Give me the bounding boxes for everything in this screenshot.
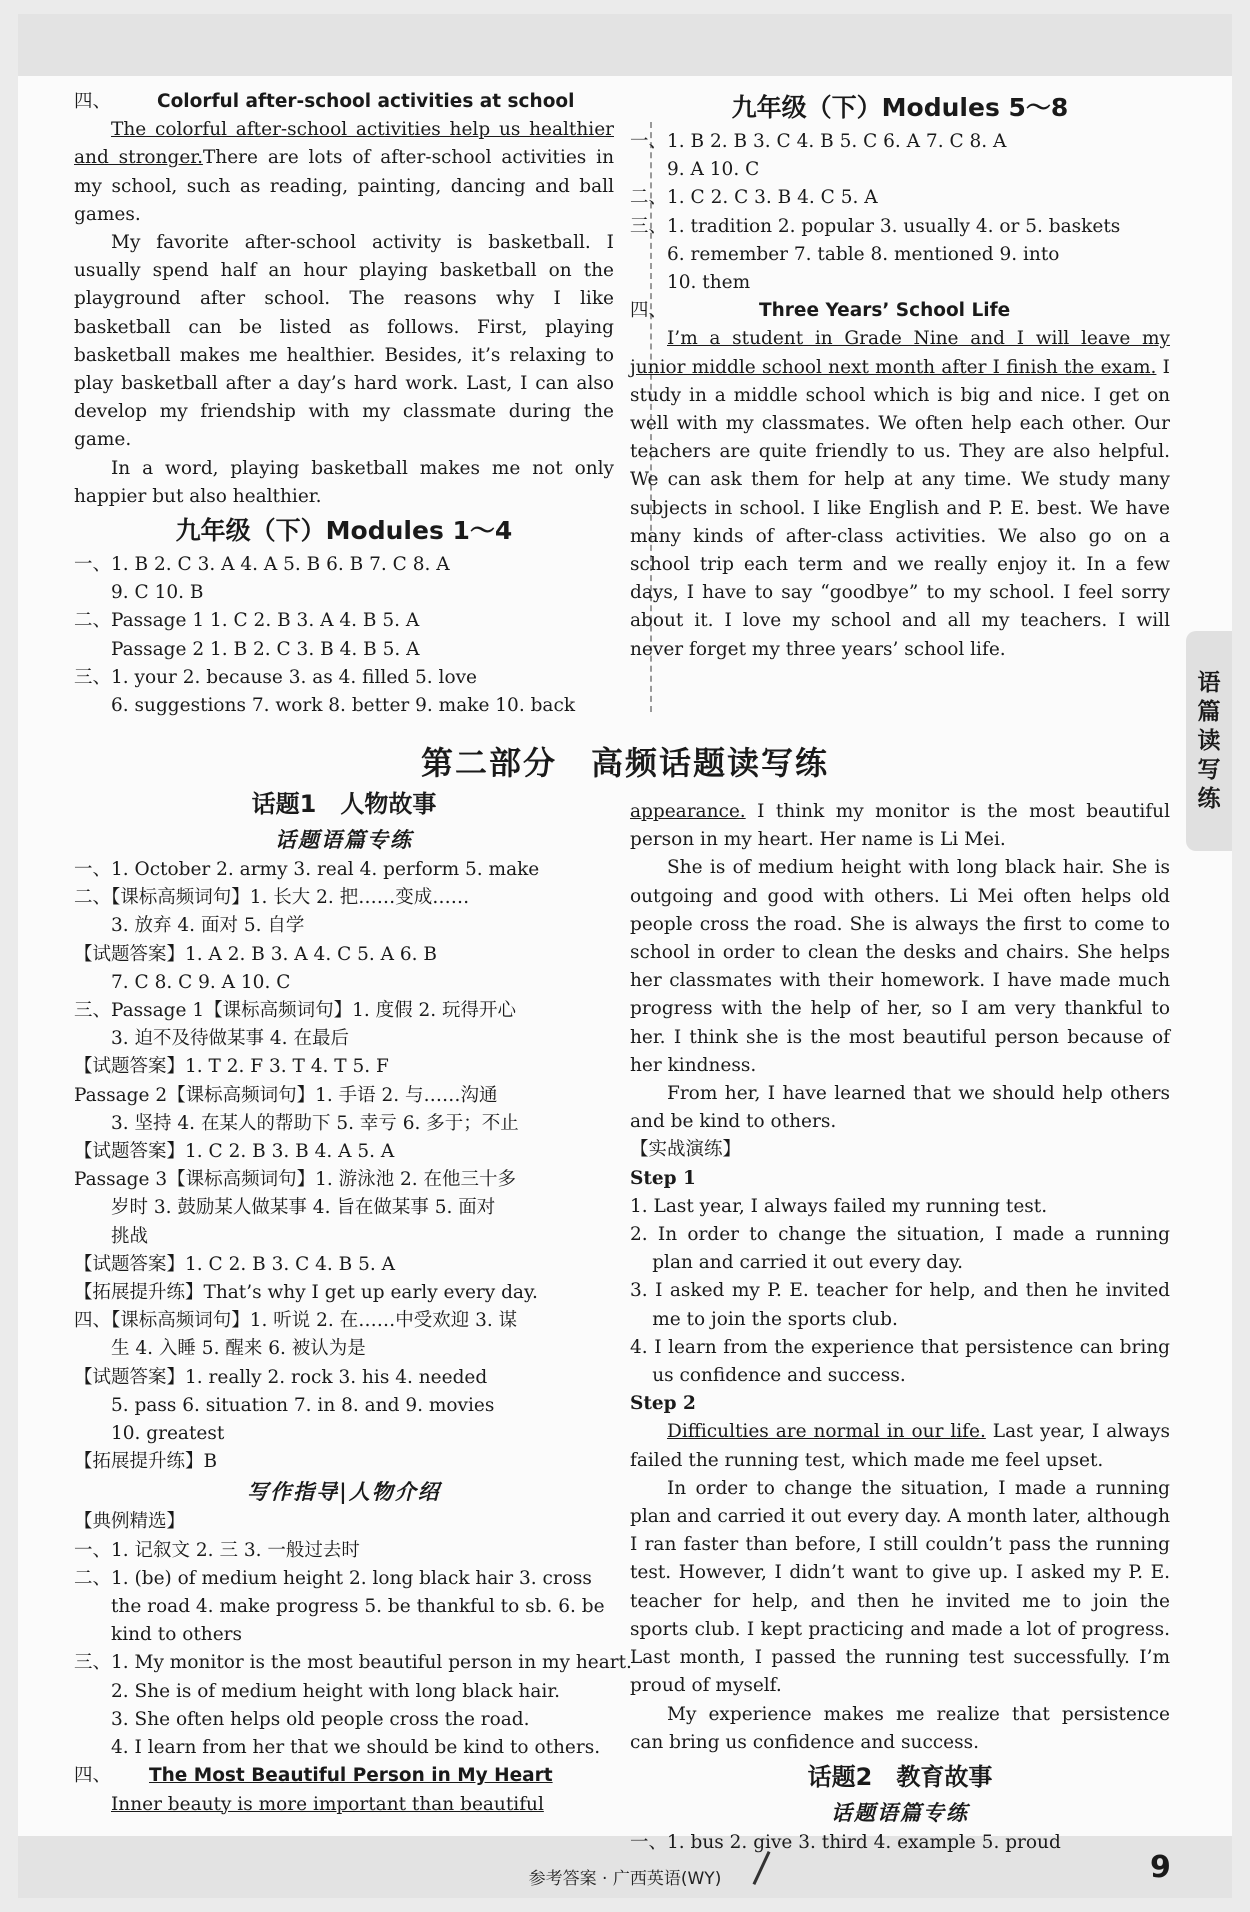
topic-heading: 话题1 人物故事 [251,790,437,818]
answer-line: 一、1. 记叙文 2. 三 3. 一般过去时 [74,1539,360,1561]
answer-line: Passage 3【课标高频词句】1. 游泳池 2. 在他三十多 [74,1169,517,1191]
answer-line: 6. suggestions 7. work 8. better 9. make 10. back [111,695,576,717]
answer-line: 【试题答案】1. A 2. B 3. A 4. C 5. A 6. B [74,943,438,965]
side-tab-label: 语篇读写练 [1197,670,1221,812]
answer-line: 9. A 10. C [667,159,760,181]
answer-line: the road 4. make progress 5. be thankful to sb. 6. be [111,1596,605,1618]
answer-line: 【试题答案】1. T 2. F 3. T 4. T 5. F [74,1056,389,1078]
essay-paragraph: In a word, playing basketball makes me not only happier but also healthier. [74,457,614,507]
answer-line: 一、1. bus 2. give 3. third 4. example 5. proud [630,1831,1061,1853]
paragraph-text: I think my monitor is the most beautiful person in my heart. Her name is Li Mei. [630,801,1170,851]
topic-subheading: 话题语篇专练 [275,827,413,852]
topic-heading: 话题2 教育故事 [807,1762,993,1791]
answer-line: 9. C 10. B [111,582,204,604]
answer-line: 【试题答案】1. C 2. B 3. B 4. A 5. A [74,1141,395,1163]
answer-line: 【拓展提升练】That’s why I get up early every day. [74,1282,538,1304]
answer-line: 三、Passage 1【课标高频词句】1. 度假 2. 玩得开心 [74,1000,517,1022]
answer-line: 一、1. October 2. army 3. real 4. perform 5. make [74,859,540,880]
answer-line: 【试题答案】1. really 2. rock 3. his 4. needed [74,1366,488,1388]
underlined-sentence: I’m a student in Grade Nine and I will leave my junior middle school next month after I finish the exam. [630,328,1170,378]
right-top-column [630,88,1170,664]
footer: 参考答案 · 广西英语(WY) [528,1869,722,1889]
page-number: 9 [1150,1850,1171,1885]
section-label: 四、 [74,91,112,112]
answer-line: 岁时 3. 鼓励某人做某事 4. 旨在做某事 5. 面对 [111,1197,496,1219]
step-item: 1. Last year, I always failed my running test. [630,1195,1048,1217]
essay-paragraph: My experience makes me realize that persistence can bring us confidence and success. [630,1703,1170,1753]
answer-line: 一、1. B 2. B 3. C 4. B 5. C 6. A 7. C 8. A [630,131,1007,152]
answer-line: 10. them [667,272,751,294]
top-band [18,14,1232,76]
essay-paragraph [74,116,614,229]
essay-paragraph [630,798,1170,854]
answer-line: Passage 2【课标高频词句】1. 手语 2. 与……沟通 [74,1084,498,1106]
answer-line: 二、1. C 2. C 3. B 4. C 5. A [630,187,878,209]
part-heading: 第二部分 高频话题读写练 [420,744,829,782]
answer-line: 四、【课标高频词句】1. 听说 2. 在……中受欢迎 3. 谋 [74,1310,518,1332]
essay-paragraph [630,325,1170,663]
writing-heading: 写作指导|人物介绍 [247,1479,441,1505]
step-label: Step 2 [630,1393,696,1415]
answer-line: 三、1. My monitor is the most beautiful person in my heart. [74,1652,632,1674]
essay-paragraph [630,1418,1170,1474]
essay-title: Three Years’ School Life [759,300,1011,322]
answer-line: 【试题答案】1. C 2. B 3. C 4. B 5. A [74,1253,396,1275]
answer-line: 二、Passage 1 1. C 2. B 3. A 4. B 5. A [74,610,420,632]
essay-paragraph: She is of medium height with long black hair. She is outgoing and good with others. Li Mei often helps old people cross the road. She is always the first to come to school in order to clean the desks and chairs. She helps her classmates with their homework. I have made much progress with the help of her, so I am very thankful to her. I think she is the most beautiful person because of her kindness. [630,857,1170,1076]
answer-line: 10. greatest [111,1423,225,1445]
underlined-word: appearance. [630,801,746,822]
answer-line: Passage 2 1. B 2. C 3. B 4. B 5. A [111,638,420,660]
answer-line: 三、1. tradition 2. popular 3. usually 4. or 5. baskets [630,215,1121,237]
essay-title: Colorful after-school activities at school [157,91,575,112]
answer-line: 2. She is of medium height with long black hair. [111,1680,561,1702]
step-item: 3. I asked my P. E. teacher for help, and then he invited me to join the sports club. [630,1280,1170,1330]
essay-start: Inner beauty is more important than beautiful [111,1793,544,1815]
answer-line: 【典例精选】 [74,1511,186,1533]
step-item: 2. In order to change the situation, I made a running plan and carried it out every day. [630,1224,1170,1274]
essay-paragraph: From her, I have learned that we should help others and be kind to others. [630,1083,1170,1133]
module-heading: 九年级（下）Modules 1～4 [175,516,513,546]
right-bottom-column [630,798,1170,1857]
answer-line: 二、【课标高频词句】1. 长大 2. 把……变成…… [74,887,470,909]
answer-line: 5. pass 6. situation 7. in 8. and 9. movies [111,1394,495,1416]
essay-title: The Most Beautiful Person in My Heart [149,1765,553,1787]
answer-line: 【拓展提升练】B [74,1451,218,1473]
answer-line: 3. 坚持 4. 在某人的帮助下 5. 幸亏 6. 多于；不止 [111,1112,519,1134]
answer-line: 生 4. 入睡 5. 醒来 6. 被认为是 [111,1338,366,1360]
answer-line: 3. She often helps old people cross the road. [111,1708,530,1730]
answer-line: kind to others [111,1624,242,1646]
step-item: 4. I learn from the experience that persistence can bring us confidence and success. [630,1336,1170,1387]
page [18,14,1232,1898]
essay-paragraph: My favorite after-school activity is basketball. I usually spend half an hour playing basketball on the playground after school. The reasons why I like basketball can be listed as follows. First, playing basketball makes me healthier. Besides, it’s relaxing to play basketball after a day’s hard work. Last, I can also develop my friendship with my classmate during the game. [74,232,614,451]
step-label: Step 1 [630,1167,696,1189]
answer-line: 4. I learn from her that we should be kind to others. [111,1737,601,1759]
section-label: 四、 [74,1765,112,1787]
module-heading: 九年级（下）Modules 5～8 [731,93,1069,122]
left-top-column [74,88,614,720]
side-tab [1186,631,1232,851]
answer-line: 7. C 8. C 9. A 10. C [111,971,291,993]
paragraph-text: Last year, I always failed the running test, which made me feel upset. [630,1421,1170,1471]
underlined-sentence: The colorful after-school activities help us healthier and stronger. [74,119,614,169]
answer-line: 3. 放弃 4. 面对 5. 自学 [111,915,305,937]
answer-line: 3. 迫不及待做某事 4. 在最后 [111,1028,349,1050]
section-label: 四、 [630,300,668,322]
answer-line: 一、1. B 2. C 3. A 4. A 5. B 6. B 7. C 8. A [74,554,450,576]
answer-line: 二、1. (be) of medium height 2. long black hair 3. cross [74,1567,592,1589]
practice-label: 【实战演练】 [630,1139,742,1161]
answer-line: 挑战 [111,1225,149,1247]
answer-line: 6. remember 7. table 8. mentioned 9. into [667,243,1060,265]
left-bottom-column [74,784,632,1819]
paragraph-text: There are lots of after-school activities in my school, such as reading, painting, dancing and ball games. [74,147,614,225]
essay-paragraph: In order to change the situation, I made a running plan and carried it out every day. A month later, although I ran faster than before, I still couldn’t pass the running test. However, I didn’t want to give up. I asked my P. E. teacher for help, and then he invited me to join the sports club. I kept practicing and made a lot of progress. Last month, I passed the running test successfully. I’m proud of myself. [630,1477,1170,1697]
answer-line: 三、1. your 2. because 3. as 4. filled 5. love [74,666,478,688]
paragraph-text: I study in a middle school which is big and nice. I get on well with my classmates. We often help each other. Our teachers are quite friendly to us. They are also helpful. We can ask them for help at any time. We study many subjects in school. I like English and P. E. best. We have many kinds of after-class activities. We also go on a school trip each term and we really enjoy it. In a few days, I have to say “goodbye” to my school. I feel sorry about it. I love my school and all my teachers. I will never forget my three years’ school life. [630,356,1170,660]
topic-subheading: 话题语篇专练 [831,1799,969,1825]
underlined-sentence: Difficulties are normal in our life. [667,1421,986,1443]
